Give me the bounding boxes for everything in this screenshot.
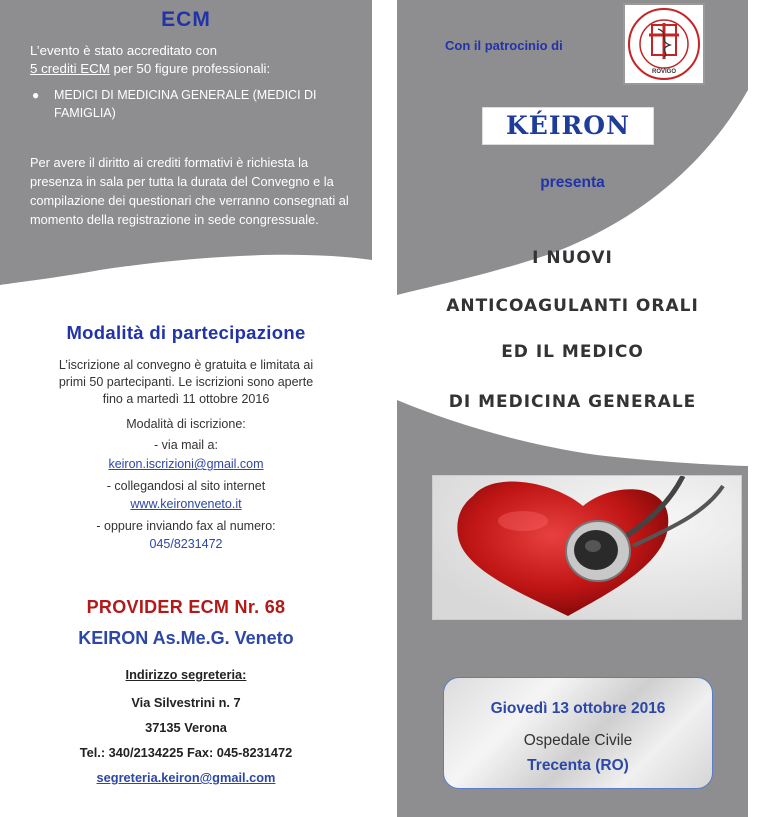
secretariat-label: Indirizzo segreteria: <box>125 667 247 682</box>
event-info-box <box>443 677 713 789</box>
seal-text: ROVIGO <box>651 69 676 75</box>
participation-title: Modalità di partecipazione <box>66 322 306 343</box>
contact-phone-fax: Tel.: 340/2134225 Fax: 045-8231472 <box>79 745 293 760</box>
mail-row <box>0 456 372 473</box>
ecm-intro-rest: per 50 figure professionali: <box>109 61 271 76</box>
registration-methods-label: Modalità di iscrizione: <box>126 417 246 431</box>
keiron-association: KEIRON As.Me.G. Veneto <box>78 628 294 648</box>
site-label: - collegandosi al sito internet <box>106 479 266 493</box>
bullet-dot-icon: ● <box>32 88 40 102</box>
left-panel <box>0 0 372 817</box>
headline-line2: ANTICOAGULANTI ORALI <box>446 296 699 316</box>
site-row <box>0 496 372 513</box>
event-date: Giovedì 13 ottobre 2016 <box>490 700 666 717</box>
ecm-title: ECM <box>161 8 211 31</box>
ecm-intro <box>30 42 350 78</box>
provider-ecm: PROVIDER ECM Nr. 68 <box>86 597 286 617</box>
mail-label: - via mail a: <box>154 438 218 452</box>
fax-label: - oppure inviando fax al numero: <box>96 519 276 533</box>
keiron-logo-text: KÉIRON <box>506 111 630 140</box>
website-link[interactable]: www.keironveneto.it <box>130 497 242 511</box>
ecm-intro-line2 <box>30 60 350 78</box>
participation-line3: fino a martedì 11 ottobre 2016 <box>102 392 270 406</box>
email-row <box>0 770 372 785</box>
rovigo-seal-logo <box>623 3 705 85</box>
ecm-credits: 5 crediti ECM <box>30 61 110 76</box>
fax-row <box>0 536 372 553</box>
ecm-intro-line1: L’evento è stato accreditato con <box>30 43 218 58</box>
ecm-paragraph: Per avere il diritto ai crediti formativi è richiesta la presenza in sala per tutta la durata del Convegno e la compilazione dei questionari che verranno consegnati al momento della registrazione in sede congressuale. <box>30 155 349 227</box>
address-city: 37135 Verona <box>145 720 227 735</box>
ecm-bullet-item <box>30 86 360 122</box>
headline-line4: DI MEDICINA GENERALE <box>448 392 697 412</box>
ecm-bullet-text: MEDICI DI MEDICINA GENERALE (MEDICI DI FAMIGLIA) <box>54 88 317 120</box>
address-street: Via Silvestrini n. 7 <box>131 695 241 710</box>
secretariat-email-link[interactable]: segreteria.keiron@gmail.com <box>96 770 276 785</box>
patronage-label: Con il patrocinio di <box>445 38 563 53</box>
participation-line1: L’iscrizione al convegno è gratuita e limitata ai <box>58 358 314 372</box>
right-panel <box>397 0 748 817</box>
heart-stethoscope-photo <box>432 475 742 620</box>
keiron-logo <box>482 107 654 145</box>
heart-stethoscope-icon <box>433 476 742 620</box>
event-place: Ospedale Civile <box>523 732 633 749</box>
headline-line1: I NUOVI <box>532 248 613 268</box>
event-city: Trecenta (RO) <box>527 757 629 774</box>
presents-label: presenta <box>540 174 605 191</box>
headline-line3: ED IL MEDICO <box>501 342 644 362</box>
participation-line2: primi 50 partecipanti. Le iscrizioni sono aperte <box>58 375 314 389</box>
registration-email-link[interactable]: keiron.iscrizioni@gmail.com <box>108 457 264 471</box>
fax-number: 045/8231472 <box>149 537 223 551</box>
